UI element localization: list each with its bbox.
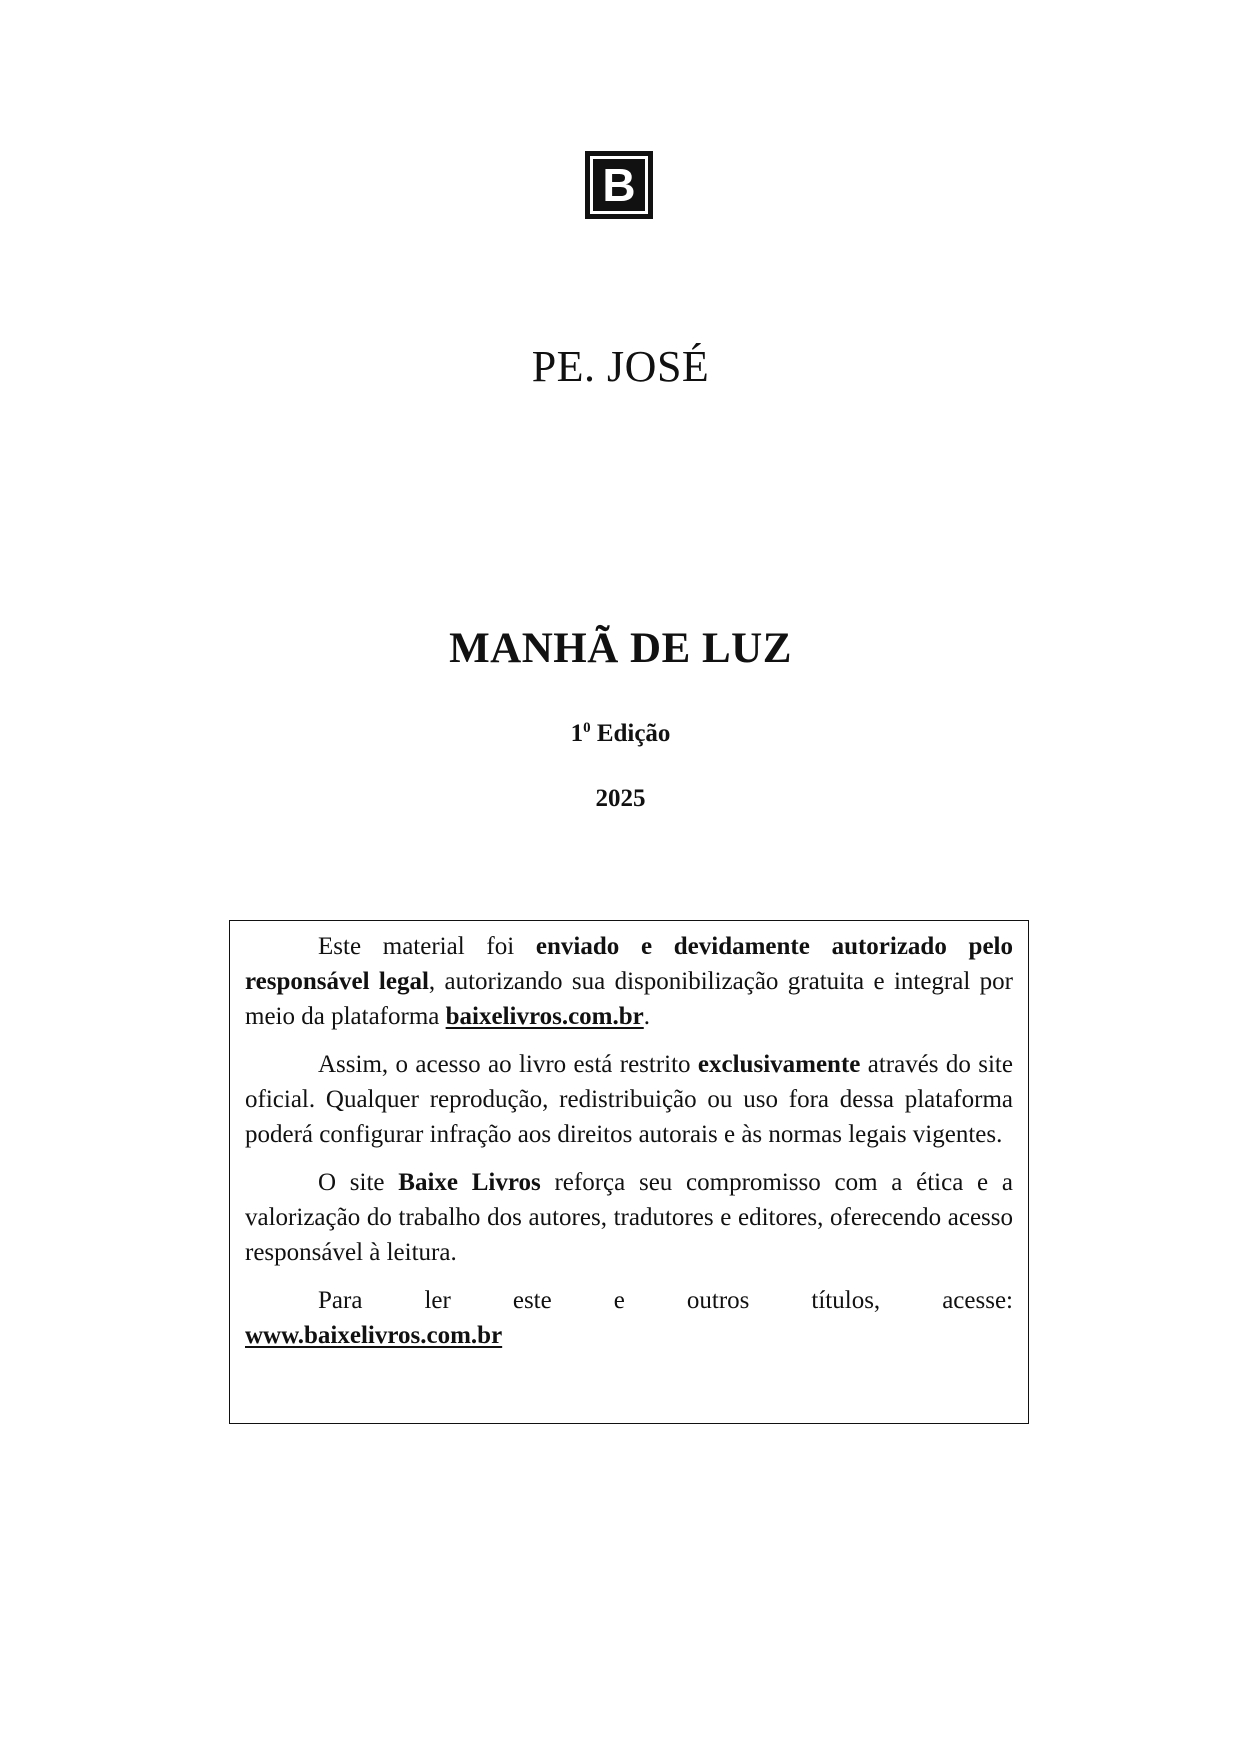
- p4-text-1: Para ler este e outros títulos, acesse:: [318, 1287, 1013, 1314]
- notice-paragraph-4: [245, 1283, 1013, 1318]
- edition-superscript: 0: [583, 720, 591, 736]
- edition-line: [0, 720, 1241, 748]
- publication-year: 2025: [595, 785, 646, 812]
- p2-text-2: através do site oficial. Qualquer reprodução, redistribuição ou uso fora dessa plataforma poderá configurar infração aos direitos autorais e às normas legais vigentes.: [245, 1051, 1013, 1148]
- notice-paragraph-3: [245, 1165, 1013, 1270]
- www-baixelivros-link[interactable]: www.baixelivros.com.br: [245, 1322, 503, 1349]
- p3-bold-1: Baixe Livros: [398, 1169, 541, 1196]
- p2-text-1: Assim, o acesso ao livro está restrito: [318, 1051, 698, 1078]
- p3-text-2: reforça seu compromisso com a ética e a valorização do trabalho dos autores, tradutores e editores, oferecendo acesso responsável à leitura.: [245, 1169, 1013, 1266]
- edition-number: 1: [570, 720, 584, 747]
- authorization-notice-box: [229, 920, 1029, 1424]
- notice-paragraph-2: [245, 1047, 1013, 1152]
- book-title: MANHÃ DE LUZ: [449, 625, 792, 672]
- publisher-logo-icon: [585, 151, 653, 219]
- notice-paragraph-1: [245, 929, 1013, 1034]
- p3-text-1: O site: [318, 1169, 399, 1196]
- p1-text-3: .: [643, 1003, 651, 1030]
- logo-letter: B: [590, 156, 648, 214]
- author-name: PE. JOSÉ: [531, 342, 710, 391]
- notice-paragraph-4-link-line: [245, 1318, 1013, 1353]
- p2-bold-1: exclusivamente: [697, 1051, 861, 1078]
- p1-bold-1: enviado e devidamente autorizado pelo responsável legal: [245, 933, 1013, 995]
- baixelivros-link[interactable]: baixelivros.com.br: [445, 1003, 644, 1030]
- p1-text-1: Este material foi: [318, 933, 536, 960]
- p1-text-2: , autorizando sua disponibilização gratuita e integral por meio da plataforma: [245, 968, 1013, 1030]
- edition-label: Edição: [596, 720, 671, 747]
